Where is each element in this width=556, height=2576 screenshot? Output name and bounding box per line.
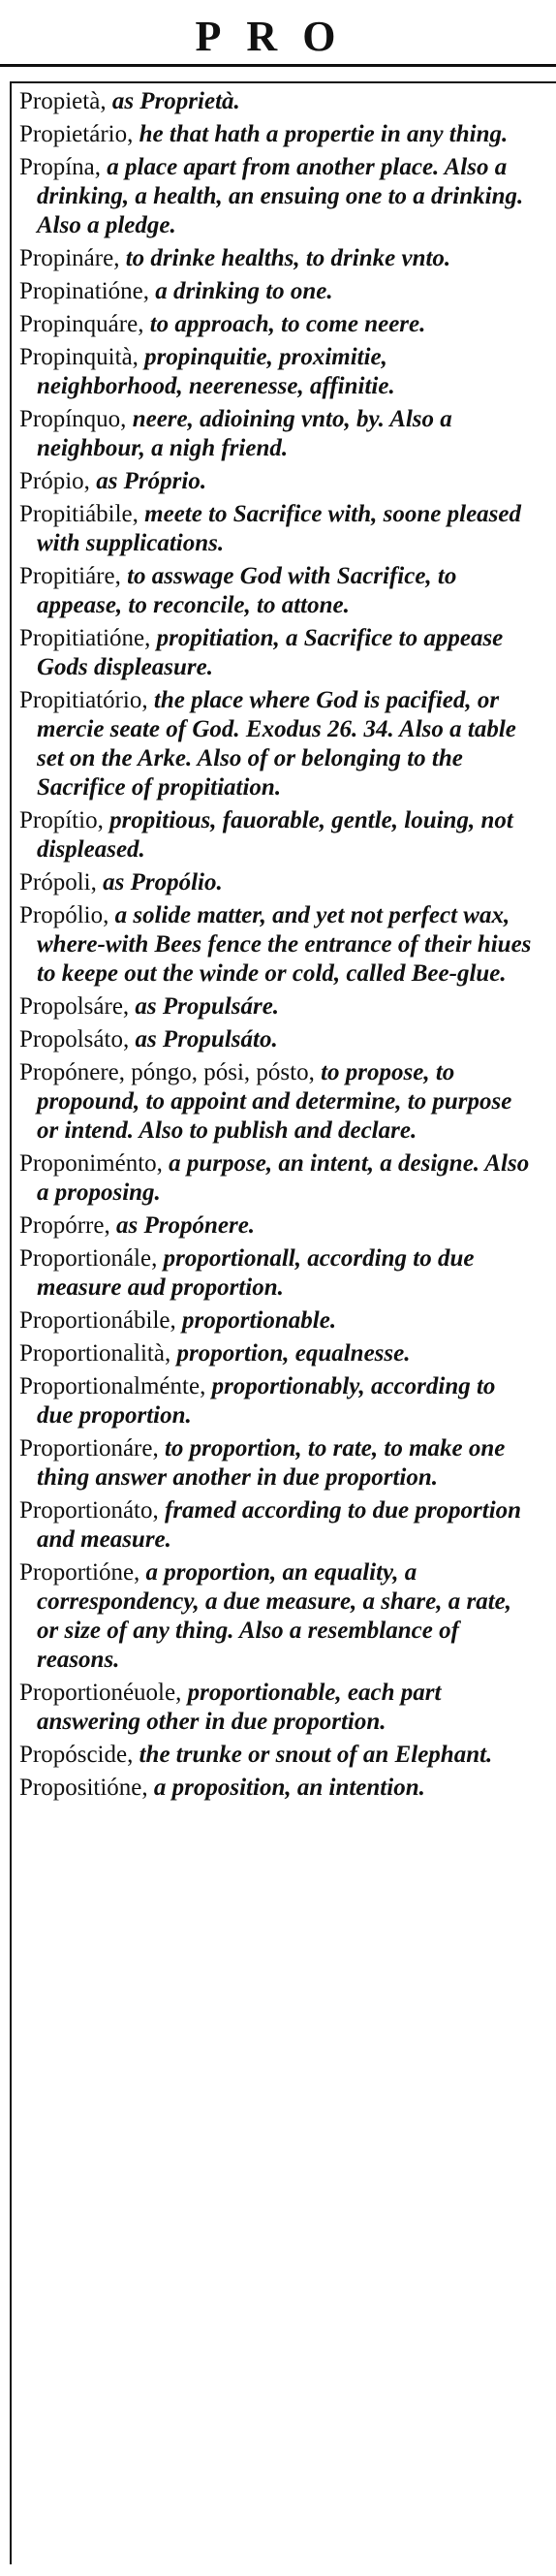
entry-definition: proportionably, according to due proportion.	[37, 1373, 496, 1429]
dictionary-entry	[19, 343, 538, 401]
dictionary-entry	[19, 1025, 538, 1054]
dictionary-entries	[19, 87, 538, 1806]
entry-definition: a solide matter, and yet not perfect wax, where-with Bees fence the entrance of their hiues to keepe out the winde or cold, called Bee-glue.	[37, 902, 532, 987]
dictionary-entry	[19, 1306, 538, 1335]
entry-headword: Proportionéuole,	[19, 1680, 182, 1706]
entry-headword: Propietário,	[19, 121, 134, 147]
entry-definition: proportionable, each part answering other in due proportion.	[37, 1680, 442, 1735]
entry-definition: he that hath a propertie in any thing.	[133, 121, 509, 147]
dictionary-entry	[19, 1244, 538, 1303]
dictionary-entry	[19, 686, 538, 802]
dictionary-entry	[19, 244, 538, 273]
entry-headword: Proportionábile,	[19, 1307, 176, 1334]
entry-headword: Propitiábile,	[19, 501, 139, 527]
entry-headword: Própoli,	[19, 869, 97, 895]
entry-headword: Proportionalménte,	[19, 1373, 206, 1399]
dictionary-entry	[19, 1058, 538, 1146]
entry-headword: Propinquità,	[19, 344, 139, 370]
entry-definition: as Propónere.	[109, 1212, 256, 1239]
dictionary-entry	[19, 1372, 538, 1430]
dictionary-entry	[19, 1774, 538, 1803]
entry-headword: Propitiatório,	[19, 687, 148, 713]
entry-definition: propinquitie, proximitie, neighborhood, neerenesse, affinitie.	[37, 344, 395, 399]
entry-definition: to drinke healths, to drinke vnto.	[119, 245, 451, 271]
dictionary-entry	[19, 992, 538, 1021]
entry-definition: as Propulsáto.	[129, 1026, 278, 1052]
dictionary-entry	[19, 1496, 538, 1555]
dictionary-entry	[19, 405, 538, 463]
dictionary-entry	[19, 500, 538, 558]
dictionary-entry	[19, 153, 538, 240]
entry-headword: Propóscide,	[19, 1742, 134, 1768]
entry-definition: as Propólio.	[96, 869, 223, 895]
entry-headword: Propinquáre,	[19, 311, 144, 337]
entry-definition: as Próprio.	[89, 468, 207, 494]
column-left-rule	[10, 81, 12, 2564]
entry-definition: propitious, fauorable, gentle, louing, not displeased.	[37, 807, 513, 863]
entry-headword: Proportionáto,	[19, 1497, 159, 1524]
dictionary-entry	[19, 277, 538, 306]
entry-headword: Proportióne,	[19, 1559, 140, 1586]
page-header	[0, 0, 556, 67]
dictionary-entry	[19, 87, 538, 116]
entry-definition: to propose, to propound, to appoint and determine, to purpose or intend. Also to publish and declare.	[37, 1059, 512, 1144]
dictionary-entry	[19, 868, 538, 897]
dictionary-entry	[19, 1741, 538, 1770]
entry-headword: Propitiáre,	[19, 563, 121, 589]
page-header-title: PRO	[195, 13, 361, 60]
entry-definition: to proportion, to rate, to make one thing answer another in due proportion.	[37, 1435, 506, 1491]
entry-definition: proportion, equalnesse.	[170, 1340, 411, 1367]
entry-definition: a purpose, an intent, a designe. Also a proposing.	[37, 1150, 530, 1206]
entry-headword: Propólio,	[19, 902, 109, 928]
entry-headword: Proponiménto,	[19, 1150, 163, 1177]
dictionary-entry	[19, 806, 538, 864]
dictionary-entry	[19, 562, 538, 620]
dictionary-entry	[19, 901, 538, 989]
entry-headword: Propolsáre,	[19, 993, 130, 1020]
entry-headword: Própio,	[19, 468, 90, 494]
entry-definition: meete to Sacrifice with, soone pleased with supplications.	[37, 501, 521, 556]
dictionary-entry	[19, 1434, 538, 1492]
entry-headword: Propórre,	[19, 1212, 110, 1239]
entry-headword: Propínquo,	[19, 406, 127, 432]
entry-headword: Propína,	[19, 154, 102, 180]
entry-definition: as Propulsáre.	[129, 993, 280, 1020]
dictionary-entry	[19, 467, 538, 496]
entry-headword: Propositióne,	[19, 1775, 148, 1801]
entry-headword: Propinatióne,	[19, 278, 150, 304]
dictionary-entry	[19, 624, 538, 682]
entry-definition: to approach, to come neere.	[143, 311, 426, 337]
entry-definition: a drinking to one.	[149, 278, 333, 304]
entry-definition: proportionable.	[175, 1307, 337, 1334]
entry-definition: propitiation, a Sacrifice to appease Gods displeasure.	[37, 625, 504, 680]
entry-headword: Proportionalità,	[19, 1340, 171, 1367]
dictionary-entry	[19, 1211, 538, 1241]
entry-definition: as Proprietà.	[106, 88, 240, 114]
dictionary-entry	[19, 1679, 538, 1737]
entry-headword: Proportionále,	[19, 1245, 158, 1272]
entry-headword: Propitiatióne,	[19, 625, 151, 651]
entry-headword: Proportionáre,	[19, 1435, 159, 1461]
dictionary-entry	[19, 310, 538, 339]
entry-definition: the place where God is pacified, or mercie seate of God. Exodus 26. 34. Also a table set on the Arke. Also of or belonging to the Sacrifice of propitiation.	[37, 687, 516, 801]
entry-definition: neere, adioining vnto, by. Also a neighbour, a nigh friend.	[37, 406, 452, 461]
entry-headword: Propónere, póngo, pósi, pósto,	[19, 1059, 315, 1085]
dictionary-entry	[19, 1339, 538, 1368]
column-top-rule	[10, 81, 556, 83]
entry-definition: a proposition, an intention.	[147, 1775, 425, 1801]
dictionary-entry	[19, 120, 538, 149]
entry-definition: framed according to due proportion and measure.	[37, 1497, 522, 1553]
dictionary-entry	[19, 1558, 538, 1675]
entry-headword: Propietà,	[19, 88, 107, 114]
entry-definition: the trunke or snout of an Elephant.	[133, 1742, 493, 1768]
entry-definition: proportionall, according to due measure aud proportion.	[37, 1245, 475, 1301]
dictionary-entry	[19, 1149, 538, 1208]
entry-definition: to asswage God with Sacrifice, to appease, to reconcile, to attone.	[37, 563, 457, 618]
entry-definition: a proportion, an equality, a correspondency, a due measure, a share, a rate, or size of any thing. Also a resemblance of reasons.	[37, 1559, 512, 1673]
entry-definition: a place apart from another place. Also a drinking, a health, an ensuing one to a drinking. Also a pledge.	[37, 154, 524, 238]
entry-headword: Propítio,	[19, 807, 104, 833]
entry-headword: Propináre,	[19, 245, 120, 271]
entry-headword: Propolsáto,	[19, 1026, 130, 1052]
